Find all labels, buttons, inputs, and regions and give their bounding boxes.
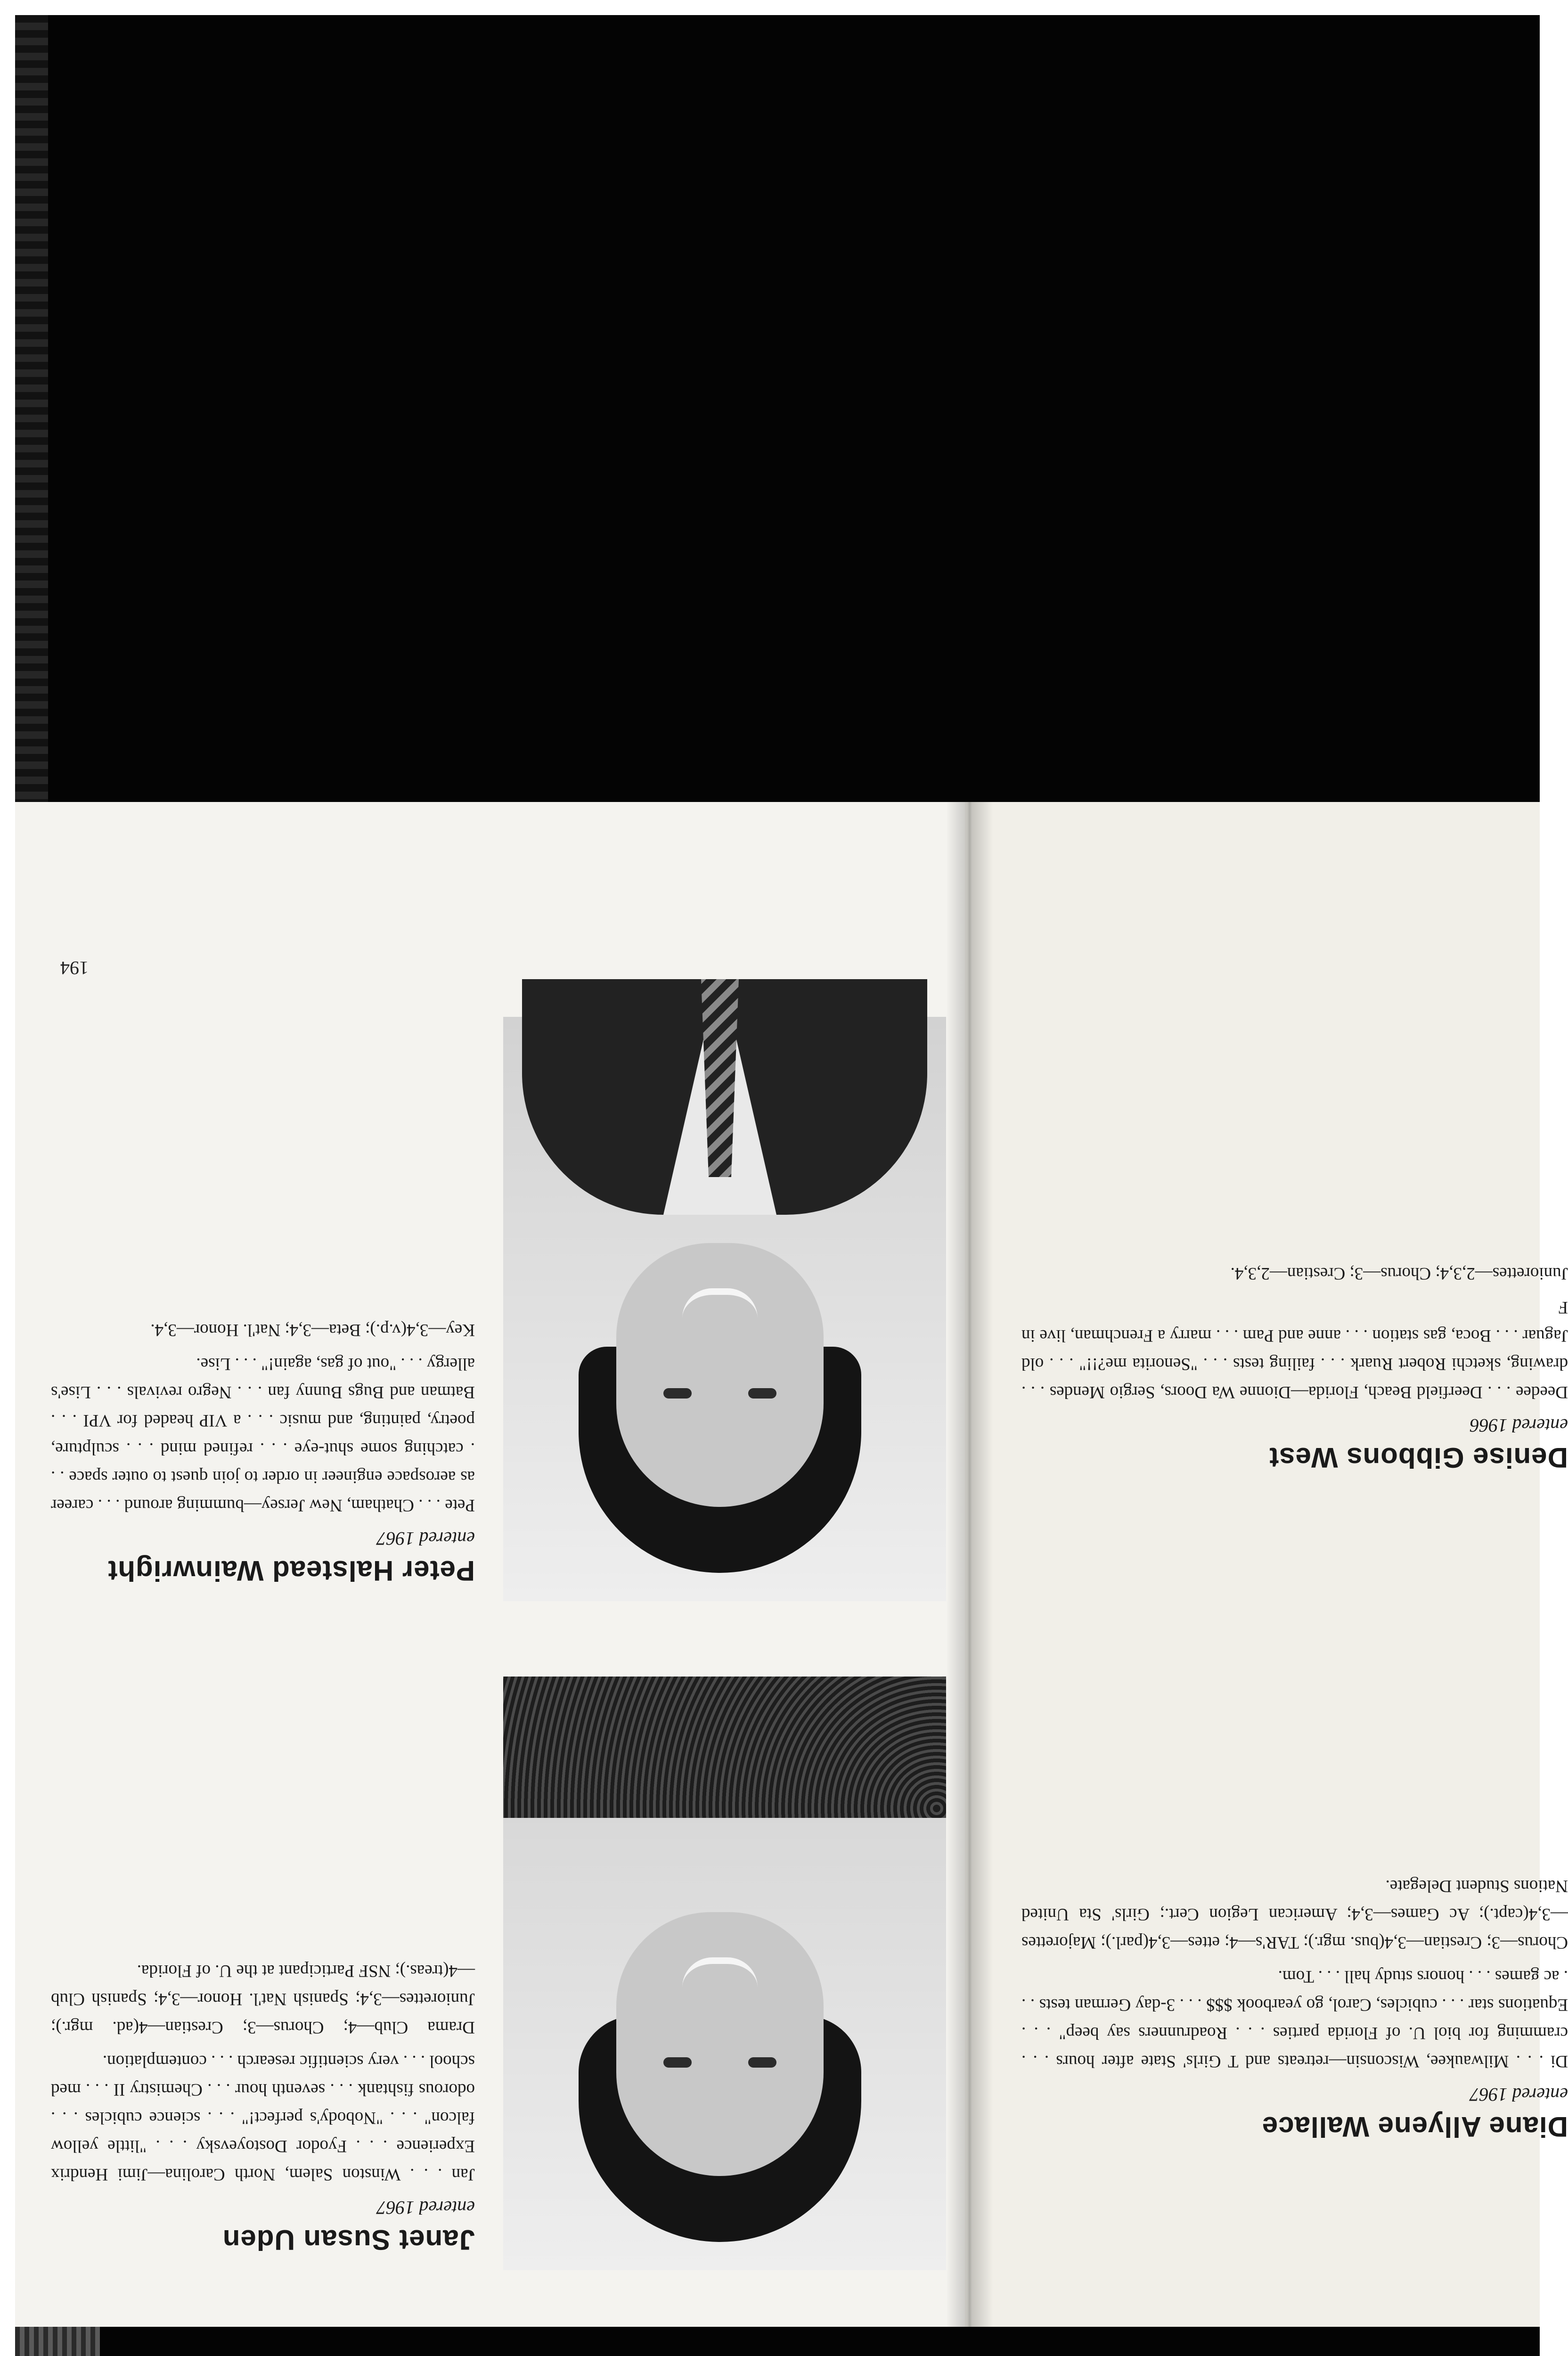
student-bio: Jan . . . Winston Salem, North Carolina—Jimi Hendrix Experience . . . Fyodor Dostoyevsky . . . "little yellow falcon" . . . "Nobody's perfect!" . . . science cubicles . . . odorous fishtank . . . seventh hour . . . Chemistry II . . . med school . . . very scientific research . . . contemplation. <box>51 2052 475 2184</box>
student-bio: Pete . . . Chatham, New Jersey—bumming around . . . career as aerospace engineer in order to join quest to outer space . . . catching some shut-eye . . . refined mind . . . sculpture, poetry, painting, and music . . . a VIP headed for VPI . . . Batman and Bugs Bunny fan . . . Negro revivals . . . Lise's allergy . . . "out of gas, again!" . . . Lise. <box>51 1354 475 1515</box>
student-activities: Juniorettes—2,3,4; Chorus—3; Crestian—2,3,4. <box>1230 1264 1568 1284</box>
scanner-edge-stripes <box>15 15 48 807</box>
book-gutter <box>946 802 993 2327</box>
portrait-photo-janet <box>503 1686 946 2270</box>
entered-year: entered 1967 <box>376 1528 475 1549</box>
entered-year: entered 1967 <box>1470 2084 1568 2105</box>
student-entry-denise <box>1021 1259 1568 1474</box>
page-number: 194 <box>60 957 89 979</box>
entered-year: entered 1966 <box>1470 1415 1568 1436</box>
yearbook-spread <box>15 802 1568 2327</box>
student-activities: Chorus—3; Crestian—3,4(bus. mgr.); TAR's—4; ettes—3,4(parl.); Majorettes—3,4(capt.); Ac Games—3,4; American Legion Cert.; Girls' Sta United Nations Student Delegate. <box>1021 1876 1568 1953</box>
student-bio: Deedee . . . Deerfield Beach, Florida—Dionne Wa Doors, Sergio Mendes . . . drawing, sketchi Robert Ruark . . . failing tests . . . "Senorita me?!!" . . . old Jaguar . . . Boca, gas station . . . anne and Pam . . . marry a Frenchman, live in F <box>1021 1298 1568 1402</box>
student-entry-peter <box>51 1316 475 1587</box>
portrait-photo-peter <box>503 1017 946 1601</box>
student-name: Peter Halstead Wainwright <box>107 1555 475 1587</box>
student-bio: Di . . . Milwaukee, Wisconsin—retreats and T Girls' State after hours . . . cramming for biol U. of Florida parties . . . Roadrunners say beep" . . . Equations star . . . cubicles, Carol, go yearbook $$$ . . . 3-day German tests . . . ac games . . . honors study hall . . . Tom. <box>1021 1967 1568 2071</box>
entered-year: entered 1967 <box>376 2197 475 2218</box>
right-page <box>15 802 965 2327</box>
student-activities: Drama Club—4; Chorus—3; Crestian—4(ad. mgr.); Juniorettes—3,4; Spanish Nat'l. Honor—3,4; Spanish Club—4(treas.); NSF Participant at the U. of Florida. <box>51 1961 475 2037</box>
left-page <box>965 802 1568 2327</box>
student-entry-diane <box>1021 1872 1568 2143</box>
student-name: Denise Gibbons West <box>1269 1442 1568 1473</box>
student-name: Diane Allyene Wallace <box>1261 2111 1568 2143</box>
student-entry-janet <box>51 1957 475 2257</box>
scanned-spread <box>15 15 1568 2356</box>
student-activities: Key—3,4(v.p.); Beta—3,4; Nat'l. Honor—3,4. <box>150 1320 475 1340</box>
student-name: Janet Susan Uden <box>222 2224 475 2256</box>
